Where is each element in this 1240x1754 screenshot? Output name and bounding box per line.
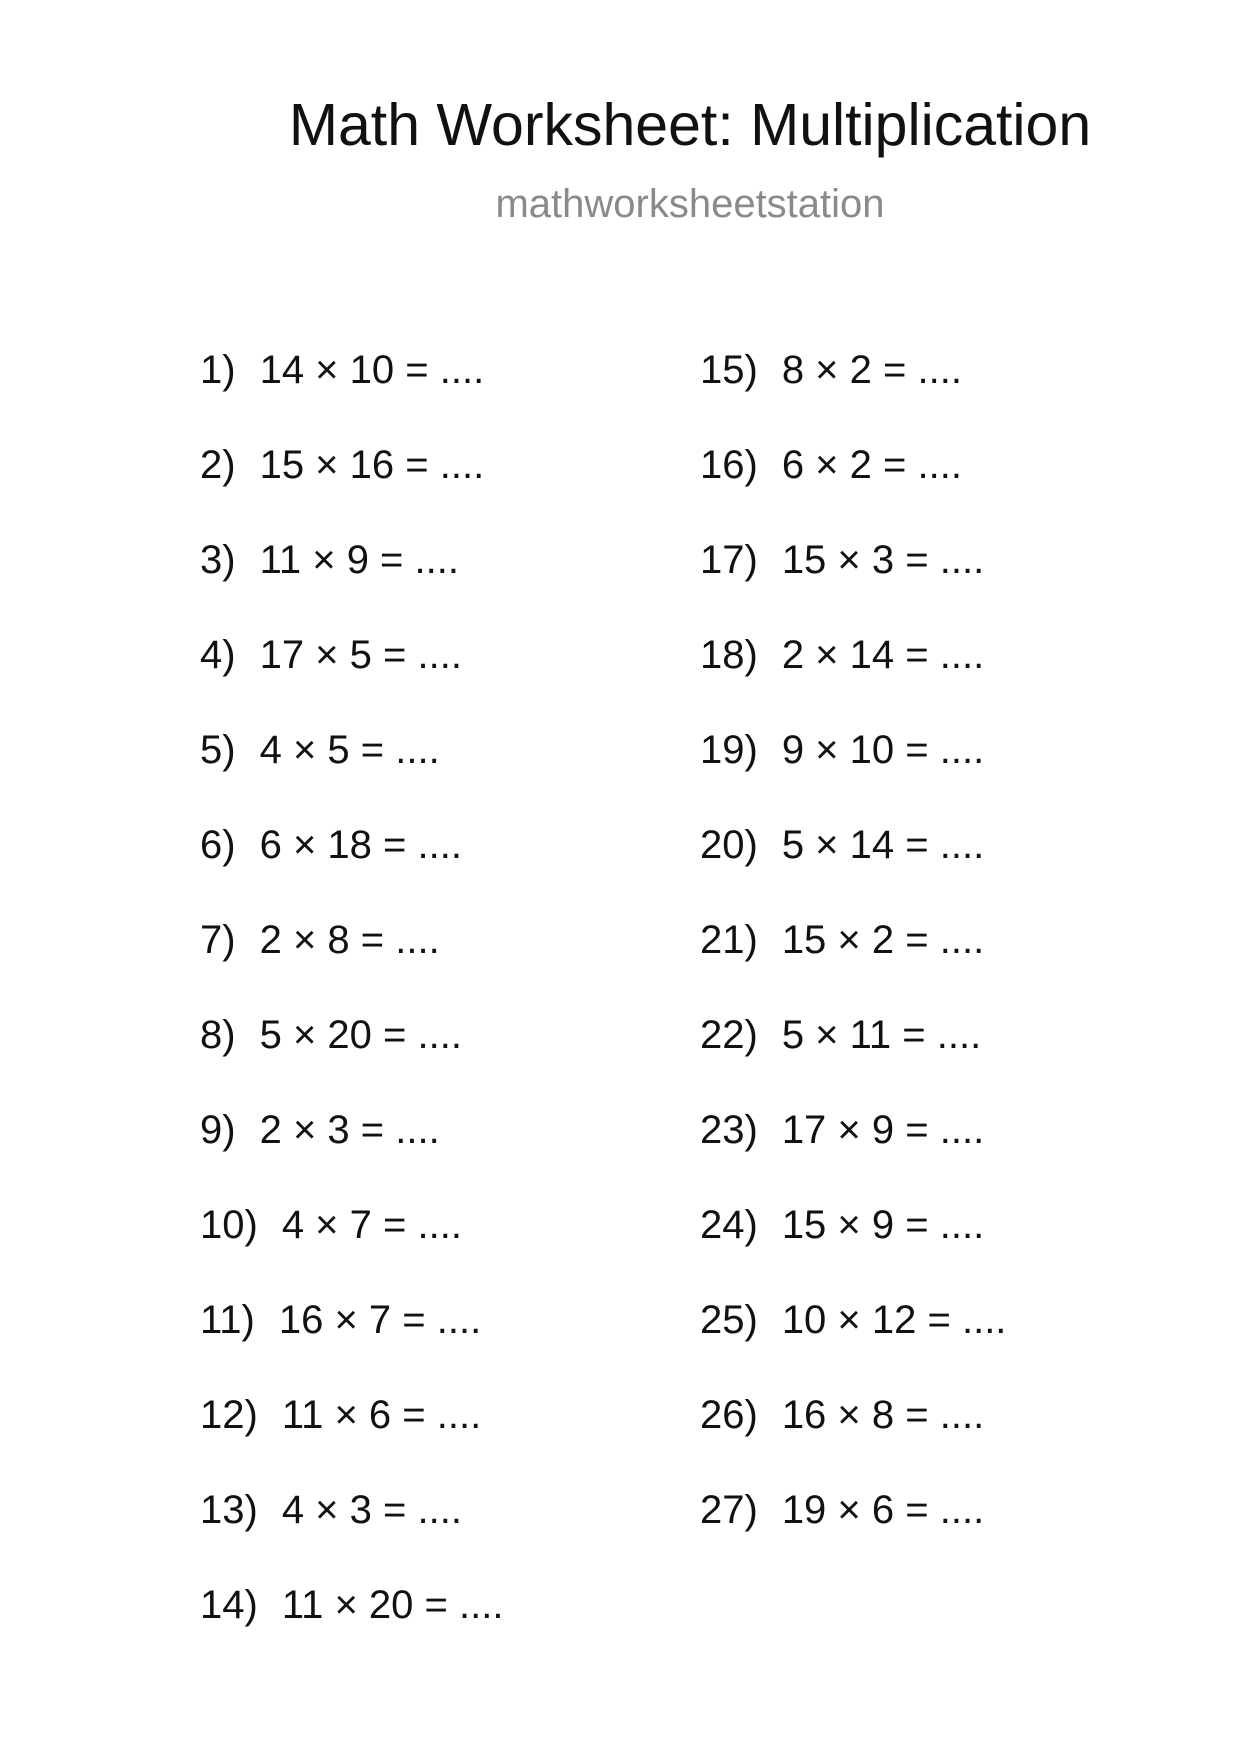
problem-number: 2) xyxy=(200,443,236,487)
problem-expression: 6 × 2 = .... xyxy=(781,443,962,487)
problem-expression: 15 × 2 = .... xyxy=(781,918,985,962)
problem-item xyxy=(700,635,1006,730)
problem-item xyxy=(700,1490,1006,1585)
problem-item xyxy=(200,1490,503,1585)
problem-column-left xyxy=(200,350,503,1680)
problem-item xyxy=(700,1300,1006,1395)
problem-item xyxy=(700,445,1006,540)
site-name: mathworksheetstation xyxy=(495,182,885,226)
problem-expression: 11 × 20 = .... xyxy=(281,1583,504,1627)
problem-item xyxy=(200,730,503,825)
problem-expression: 2 × 8 = .... xyxy=(259,918,440,962)
problem-expression: 16 × 7 = .... xyxy=(278,1298,482,1342)
problem-expression: 11 × 6 = .... xyxy=(281,1393,482,1437)
problem-item xyxy=(700,730,1006,825)
problem-item xyxy=(200,1205,503,1300)
problem-expression: 2 × 14 = .... xyxy=(781,633,985,677)
problem-item xyxy=(200,540,503,635)
problem-expression: 10 × 12 = .... xyxy=(781,1298,1007,1342)
problem-item xyxy=(200,1585,503,1680)
problem-number: 23) xyxy=(700,1108,758,1152)
problem-number: 3) xyxy=(200,538,236,582)
problem-expression: 19 × 6 = .... xyxy=(781,1488,985,1532)
problem-expression: 6 × 18 = .... xyxy=(259,823,462,867)
problem-item xyxy=(200,1015,503,1110)
problem-number: 27) xyxy=(700,1488,758,1532)
problem-expression: 9 × 10 = .... xyxy=(781,728,985,772)
problem-number: 15) xyxy=(700,348,758,392)
problem-item xyxy=(200,1395,503,1490)
problem-number: 11) xyxy=(200,1298,255,1342)
problem-item xyxy=(700,1205,1006,1300)
problem-number: 12) xyxy=(200,1393,258,1437)
problem-item xyxy=(200,350,503,445)
problem-item xyxy=(200,1110,503,1205)
problem-number: 19) xyxy=(700,728,758,772)
problem-item xyxy=(700,920,1006,1015)
problem-expression: 15 × 3 = .... xyxy=(781,538,985,582)
problem-item xyxy=(200,635,503,730)
problem-item xyxy=(200,825,503,920)
problem-item xyxy=(700,825,1006,920)
problem-item xyxy=(200,920,503,1015)
problem-number: 17) xyxy=(700,538,758,582)
problem-number: 8) xyxy=(200,1013,236,1057)
problem-number: 26) xyxy=(700,1393,758,1437)
problem-expression: 5 × 14 = .... xyxy=(781,823,985,867)
problem-number: 1) xyxy=(200,348,236,392)
problem-number: 10) xyxy=(200,1203,258,1247)
problem-number: 22) xyxy=(700,1013,758,1057)
problem-number: 16) xyxy=(700,443,758,487)
problem-column-right xyxy=(700,350,1006,1585)
problem-item xyxy=(700,1015,1006,1110)
problem-number: 14) xyxy=(200,1583,258,1627)
problem-item xyxy=(200,445,503,540)
problem-item xyxy=(700,350,1006,445)
problem-expression: 4 × 3 = .... xyxy=(281,1488,462,1532)
problem-number: 9) xyxy=(200,1108,236,1152)
problem-number: 7) xyxy=(200,918,236,962)
problem-expression: 4 × 5 = .... xyxy=(259,728,440,772)
problem-expression: 8 × 2 = .... xyxy=(781,348,962,392)
problem-number: 13) xyxy=(200,1488,258,1532)
problem-expression: 17 × 9 = .... xyxy=(781,1108,985,1152)
problem-item xyxy=(700,540,1006,635)
problem-expression: 4 × 7 = .... xyxy=(281,1203,462,1247)
problem-item xyxy=(200,1300,503,1395)
problem-item xyxy=(700,1110,1006,1205)
problem-number: 25) xyxy=(700,1298,758,1342)
problem-expression: 5 × 11 = .... xyxy=(781,1013,982,1057)
problem-number: 24) xyxy=(700,1203,758,1247)
page-title: Math Worksheet: Multiplication xyxy=(288,92,1092,158)
problem-number: 18) xyxy=(700,633,758,677)
problem-number: 21) xyxy=(700,918,758,962)
problem-expression: 5 × 20 = .... xyxy=(259,1013,462,1057)
problem-number: 4) xyxy=(200,633,236,677)
problem-expression: 2 × 3 = .... xyxy=(259,1108,440,1152)
problem-expression: 15 × 9 = .... xyxy=(781,1203,985,1247)
problem-expression: 14 × 10 = .... xyxy=(259,348,485,392)
problem-expression: 15 × 16 = .... xyxy=(259,443,485,487)
problem-number: 5) xyxy=(200,728,236,772)
problem-number: 6) xyxy=(200,823,236,867)
problem-expression: 11 × 9 = .... xyxy=(259,538,459,582)
problem-item xyxy=(700,1395,1006,1490)
problem-expression: 16 × 8 = .... xyxy=(781,1393,985,1437)
problem-number: 20) xyxy=(700,823,758,867)
problem-expression: 17 × 5 = .... xyxy=(259,633,462,677)
